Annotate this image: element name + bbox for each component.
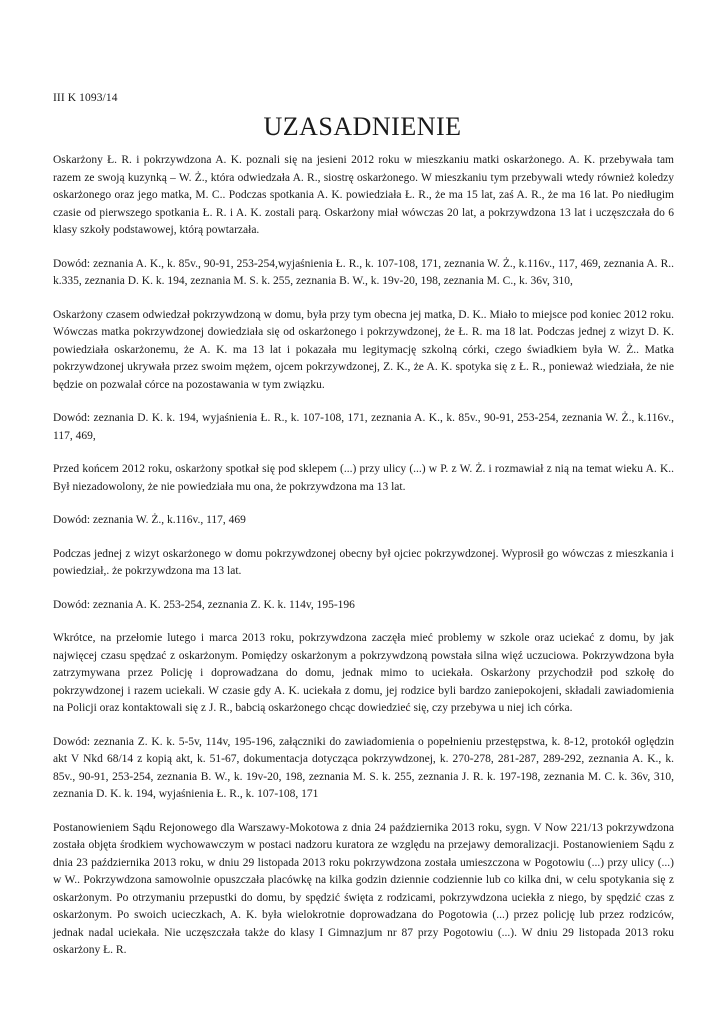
body-paragraph: Podczas jednej z wizyt oskarżonego w domu pokrzywdzonej obecny był ojciec pokrzywdzonej. Wyprosił go wówczas z mieszkania i powiedział,. że pokrzywdzona ma 13 lat. xyxy=(53,547,674,577)
evidence-paragraph: Dowód: zeznania W. Ż., k.116v., 117, 469 xyxy=(53,514,246,526)
body-paragraph: Oskarżony czasem odwiedzał pokrzywdzoną w domu, była przy tym obecna jej matka, D. K.. Miało to miejsce pod koniec 2012 roku. Wówczas matka pokrzywdzonej dowiedziała się od oskarżonego i pokrzywdzonej, że Ł. R. ma 18 lat. Podczas jednej z wizyt D. K. powiedziała oskarżonemu, że A. K. ma 13 lat i pokazała mu legitymację szkolną córki, czego świadkiem była W. Ż.. Matka pokrzywdzonej ukrywała przez swoim mężem, ojcem pokrzywdzonej, Z. K., że A. K. spotyka się z Ł. R., ponieważ wiedziała, że nie będzie on pozwalał córce na pozostawania w tym związku. xyxy=(53,308,674,391)
evidence-paragraph: Dowód: zeznania Z. K. k. 5-5v, 114v, 195-196, załączniki do zawiadomienia o popełnieniu przestępstwa, k. 8-12, protokół oględzin akt V Nkd 68/14 z kopią akt, k. 51-67, dokumentacja dotycząca pokrzywdzonej, k. 270-278, 281-287, 289-292, zeznania A. K., k. 85v., 90-91, 253-254, zeznania B. W., k. 19v-20, 198, zeznania M. S. k. 255, zeznania J. R. k. 197-198, zeznania M. C. k. 36v, 310, zeznania D. K. k. 194, wyjaśnienia Ł. R., k. 107-108, 171 xyxy=(53,735,674,800)
case-number: III K 1093/14 xyxy=(53,92,118,104)
evidence-paragraph: Dowód: zeznania D. K. k. 194, wyjaśnienia Ł. R., k. 107-108, 171, zeznania A. K., k. 85v., 90-91, 253-254, zeznania W. Ż., k.116v., 117, 469, xyxy=(53,412,674,442)
evidence-paragraph: Dowód: zeznania A. K. 253-254, zeznania Z. K. k. 114v, 195-196 xyxy=(53,598,355,611)
document-title: UZASADNIENIE xyxy=(263,112,462,141)
evidence-paragraph: Dowód: zeznania A. K., k. 85v., 90-91, 253-254,wyjaśnienia Ł. R., k. 107-108, 171, zeznania W. Ż., k.116v., 117, 469, zeznania A. R.. k.335, zeznania D. K. k. 194, zeznania M. S. k. 255, zeznania B. W., k. 19v-20, 198, zeznania M. C., k. 36v, 310, xyxy=(53,257,674,287)
body-paragraph: Oskarżony Ł. R. i pokrzywdzona A. K. poznali się na jesieni 2012 roku w mieszkaniu matki oskarżonego. A. K. przebywała tam razem ze swoją kuzynką – W. Ż., która odwiedzała A. R., siostrę oskarżonego. W mieszkaniu tym przebywali wtedy również koledzy oskarżonego oraz jego matka, M. C.. Podczas spotkania A. K. powiedziała Ł. R., że ma 15 lat, zaś A. R., że ma 16 lat. Po niedługim czasie od pierwszego spotkania Ł. R. i A. K. zostali parą. Oskarżony miał wówczas 20 lat, a pokrzywdzona 13 lat i uczęszczała do 6 klasy szkoły podstawowej, którą powtarzała. xyxy=(53,154,674,236)
body-paragraph: Postanowieniem Sądu Rejonowego dla Warszawy-Mokotowa z dnia 24 października 2013 roku, sygn. V Now 221/13 pokrzywdzona została objęta środkiem wychowawczym w postaci nadzoru kuratora ze względu na przejawy demoralizacji. Postanowieniem Sądu z dnia 23 października 2013 roku, w dniu 29 listopada 2013 roku pokrzywdzona została umieszczona w Pogotowiu (...) przy ulicy (...) w W.. Pokrzywdzona samowolnie opuszczała placówkę na kilka godzin dziennie codziennie lub co kilka dni, w celu spotykania się z oskarżonym. Po otrzymaniu przepustki do domu, by spędzić święta z rodzicami, pokrzywdzona uciekła z niego, by spędzić czas z oskarżonym. Po swoich ucieczkach, A. K. była wielokrotnie doprowadzana do Pogotowia (...) przez policję lub przez rodziców, jednak nadal uciekała. Nie uczęszczała także do klasy I Gimnazjum nr 87 przy Pogotowiu (...). W dniu 29 listopada 2013 roku oskarżony Ł. R. xyxy=(53,821,674,956)
document-body xyxy=(53,152,674,976)
body-paragraph: Wkrótce, na przełomie lutego i marca 2013 roku, pokrzywdzona zaczęła mieć problemy w szkole oraz uciekać z domu, by jak najwięcej czasu spędzać z oskarżonym. Pomiędzy oskarżonym a pokrzywdzoną powstała silna więź uczuciowa. Pokrzywdzona była zatrzymywana przez Policję i doprowadzana do domu, jednak mimo to uciekała. Oskarżony przychodził pod szkołę do pokrzywdzonej i razem uciekali. W czasie gdy A. K. uciekała z domu, jej rodzice byli bardzo zaniepokojeni, składali zawiadomienia na Policji oraz kontaktowali się z J. R., babcią oskarżonego chcąc dowiedzieć się, czy przebywa u niej ich córka. xyxy=(53,632,674,714)
body-paragraph: Przed końcem 2012 roku, oskarżony spotkał się pod sklepem (...) przy ulicy (...) w P. z W. Ż. i rozmawiał z nią na temat wieku A. K.. Był niezadowolony, że nie powiedziała mu ona, że pokrzywdzona ma 13 lat. xyxy=(53,463,674,493)
